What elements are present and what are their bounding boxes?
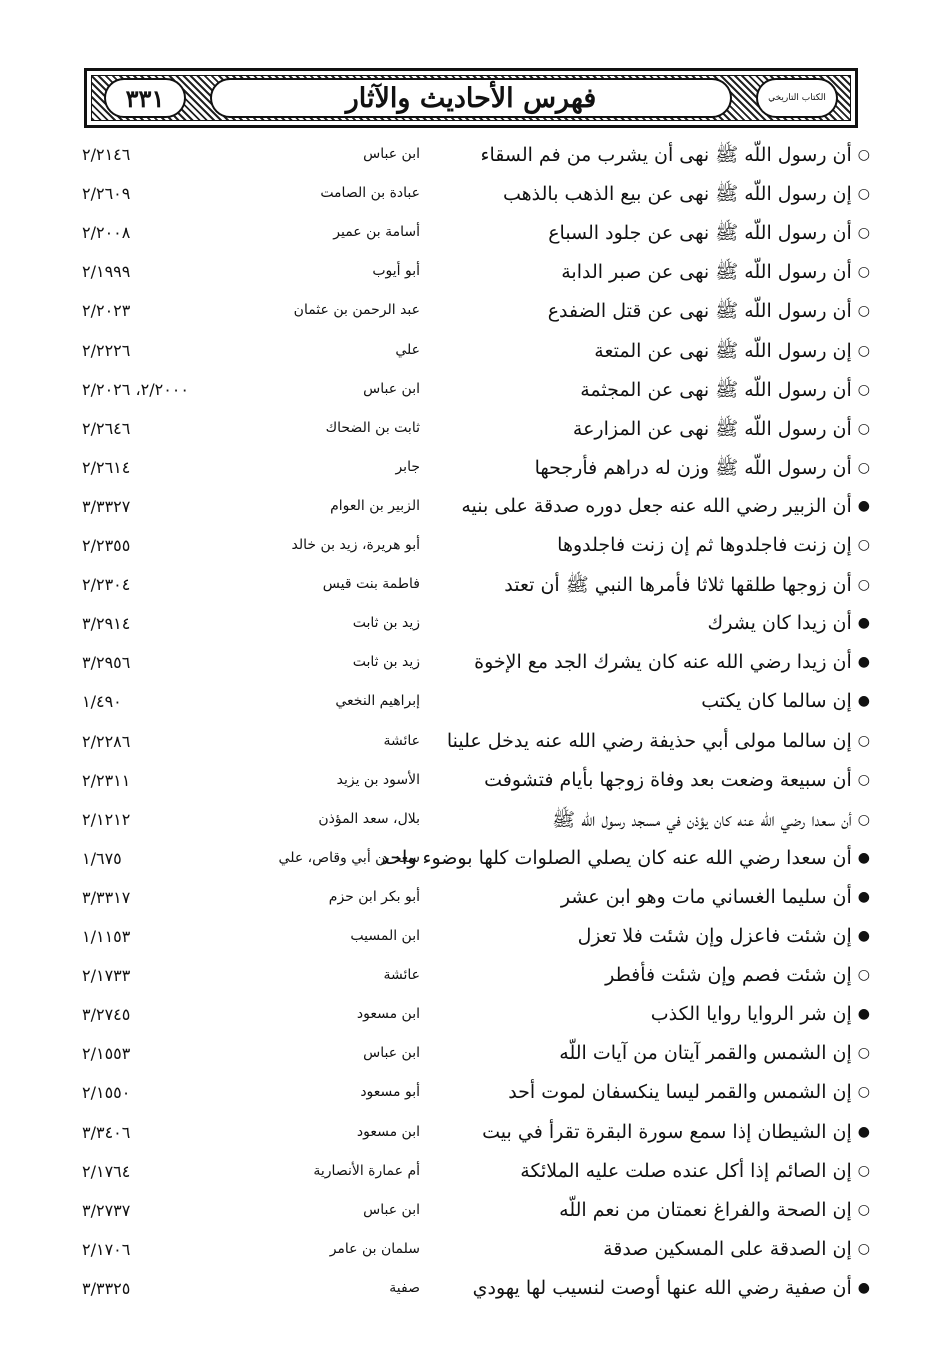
hadith-text-content: أن سعدا رضي الله عنه كان يصلي الصلوات كلها بوضوء واحد: [380, 846, 852, 869]
index-entry: [70, 964, 870, 1003]
hadith-text: [450, 573, 870, 601]
reference-number: ٢/١٥٥٣: [82, 1044, 131, 1064]
reference-number: ٣/٣٣٢٧: [82, 496, 131, 516]
hadith-text-content: أن رسول اللّه ﷺ نهى عن المجثمة: [580, 378, 852, 401]
reference-number: ٢/١٥٥٠: [82, 1083, 131, 1103]
index-entry: [70, 690, 870, 729]
hadith-text: [450, 495, 870, 517]
narrator-name: عبادة بن الصامت: [320, 185, 420, 202]
hadith-text: [450, 1121, 870, 1143]
hadith-text-content: أن رسول اللّه ﷺ نهى عن صبر الدابة: [561, 261, 852, 284]
index-entry: [70, 847, 870, 886]
narrator-name: أبو أيوب: [372, 263, 420, 280]
hadith-text: [450, 886, 870, 908]
filled-bullet-icon: ●: [857, 1006, 870, 1023]
filled-bullet-icon: ●: [857, 1123, 870, 1140]
index-entry: [70, 651, 870, 690]
hadith-text-content: إن الصائم إذا أكل عنده صلت عليه الملائكة: [520, 1159, 852, 1182]
hadith-text-content: أن صفية رضي الله عنها أوصت لنسيب لها يهودي: [472, 1276, 852, 1299]
narrator-name: أم عمارة الأنصارية: [313, 1162, 420, 1179]
index-entry: [70, 378, 870, 417]
narrator-name: الأسود بن يزيد: [336, 771, 420, 788]
hadith-text: [450, 1081, 870, 1103]
hadith-text: [450, 456, 870, 484]
hadith-text: [446, 729, 870, 752]
hollow-bullet-icon: ○: [857, 1162, 870, 1179]
index-entry: [70, 1081, 870, 1120]
hadith-text: [450, 534, 870, 556]
page-number: ٣٣١: [125, 83, 165, 113]
reference-number: ٢/٢٣٠٤: [82, 575, 131, 595]
hadith-text-content: إن سالما مولى أبي حذيفة رضي الله عنه يدخل علينا: [446, 729, 852, 752]
reference-number: ٢/١٢١٢: [82, 809, 131, 829]
narrator-name: سلمان بن عامر: [329, 1240, 420, 1257]
hadith-text-content: أن رسول اللّه ﷺ وزن له دراهم فأرجحها: [534, 456, 852, 479]
hadith-text-content: إن الشمس والقمر ليسا ينكسفان لموت أحد: [508, 1081, 852, 1104]
filled-bullet-icon: ●: [857, 615, 870, 632]
reference-number: ٣/٢٩٥٦: [82, 653, 131, 673]
hollow-bullet-icon: ○: [857, 732, 870, 749]
index-entry: [70, 1238, 870, 1277]
hollow-bullet-icon: ○: [857, 811, 870, 828]
hadith-text-content: إن الشيطان إذا سمع سورة البقرة تقرأ في بيت: [482, 1120, 852, 1143]
publisher-seal: [756, 78, 838, 118]
hadith-text-content: أن رسول اللّه ﷺ نهى عن المزارعة: [572, 417, 852, 440]
hadith-text: [450, 260, 870, 288]
narrator-name: سعد بن أبي وقاص، علي: [278, 849, 420, 866]
reference-number: ٢/٢٦٠٩: [82, 184, 131, 204]
hollow-bullet-icon: ○: [857, 147, 870, 163]
hadith-text-content: أن رسول اللّه ﷺ نهى أن يشرب من فم السقاء: [480, 144, 852, 166]
hadith-text: [450, 1160, 870, 1182]
reference-number: ٢/٢٢٨٦: [82, 731, 131, 751]
filled-bullet-icon: ●: [857, 1279, 870, 1296]
hadith-text: [450, 339, 870, 367]
narrator-name: ابن مسعود: [356, 1123, 420, 1140]
hadith-text-content: أن سعدا رضي الله عنه كان يؤذن في مسجد رسول اللّه ﷺ: [552, 808, 852, 831]
index-entry: [70, 456, 870, 495]
narrator-name: جابر: [395, 458, 420, 475]
hadith-text: [450, 182, 870, 210]
hadith-text: [450, 378, 870, 406]
index-entry: [70, 182, 870, 221]
hadith-text: [450, 651, 870, 673]
filled-bullet-icon: ●: [857, 849, 870, 866]
reference-number: ٢/٢١٤٦: [82, 145, 131, 164]
index-entry: [70, 1277, 870, 1316]
reference-number: ١/١١٥٣: [82, 927, 131, 946]
narrator-name: ابن عباس: [363, 1045, 420, 1062]
narrator-name: إبراهيم النخعي: [335, 693, 420, 710]
hadith-text-content: إن الشمس والقمر آيتان من آيات اللّه: [559, 1042, 852, 1065]
hadith-text: [450, 1238, 870, 1260]
hadith-text: [450, 299, 870, 327]
narrator-name: عبد الرحمن بن عثمان: [293, 302, 420, 319]
index-entry: [70, 260, 870, 299]
narrator-name: زيد بن ثابت: [352, 654, 420, 671]
hadith-text-content: إن شئت فاعزل وإن شئت فلا تعزل: [577, 925, 852, 947]
narrator-name: ابن عباس: [363, 380, 420, 397]
index-entry: [70, 808, 870, 847]
hollow-bullet-icon: ○: [857, 577, 870, 594]
narrator-name: عائشة: [383, 732, 420, 749]
header-ornament-band: [91, 75, 851, 121]
index-entry: [70, 299, 870, 338]
filled-bullet-icon: ●: [857, 654, 870, 671]
hollow-bullet-icon: ○: [857, 342, 870, 359]
hadith-text-content: أن سليما الغساني مات وهو ابن عشر: [560, 885, 852, 908]
hadith-text-content: أن رسول اللّه ﷺ نهى عن جلود السباع: [548, 222, 852, 245]
reference-number: ٢/٢٠٠٨: [82, 223, 131, 243]
hollow-bullet-icon: ○: [857, 1045, 870, 1062]
hollow-bullet-icon: ○: [857, 771, 870, 788]
narrator-name: أبو بكر ابن حزم: [328, 888, 420, 905]
hollow-bullet-icon: ○: [857, 225, 870, 242]
index-entry: [70, 143, 870, 182]
reference-number: ٢/٢٢٢٦: [82, 340, 131, 360]
reference-number: ٢/١٩٩٩: [82, 262, 131, 282]
hadith-text-content: إن سالما كان يكتب: [701, 690, 852, 713]
hadith-text-content: أن زيدا رضي الله عنه كان يشرك الجد مع الإخوة: [474, 651, 852, 674]
narrator-name: عائشة: [383, 967, 420, 984]
narrator-name: علي: [395, 341, 420, 358]
hadith-text-content: إن شئت فصم وإن شئت فأفطر: [605, 964, 852, 987]
reference-number: ٣/٢٧٤٥: [82, 1005, 131, 1025]
hadith-text-content: أن زيدا كان يشرك: [707, 612, 852, 635]
hollow-bullet-icon: ○: [857, 967, 870, 984]
index-entry: [70, 925, 870, 964]
reference-number: ٣/٣٣٢٥: [82, 1278, 131, 1298]
hadith-text: [450, 808, 870, 836]
hadith-text-content: إن الصدقة على المسكين صدقة: [603, 1237, 852, 1260]
page-title: فهرس الأحاديث والآثار: [345, 82, 597, 114]
narrator-name: ابن عباس: [363, 146, 420, 162]
hollow-bullet-icon: ○: [857, 381, 870, 398]
hadith-text-content: أن زوجها طلقها ثلاثا فأمرها النبي ﷺ أن تعتد: [504, 574, 852, 597]
reference-number: ٣/٣٣١٧: [82, 887, 131, 907]
hollow-bullet-icon: ○: [857, 1240, 870, 1257]
narrator-name: أسامة بن عمير: [333, 224, 420, 241]
hadith-text-content: إن رسول اللّه ﷺ نهى عن بيع الذهب بالذهب: [502, 183, 852, 206]
index-entry: [70, 495, 870, 534]
hollow-bullet-icon: ○: [857, 1084, 870, 1101]
filled-bullet-icon: ●: [857, 693, 870, 710]
hadith-text-content: إن شر الروايا روايا الكذب: [650, 1003, 852, 1026]
hadith-text: [450, 1277, 870, 1299]
hadith-text: [450, 1199, 870, 1221]
index-entry: [70, 221, 870, 260]
filled-bullet-icon: ●: [857, 888, 870, 905]
reference-number: ٢/٢٣٥٥: [82, 536, 131, 555]
narrator-name: ابن مسعود: [356, 1006, 420, 1023]
hadith-text: [450, 1003, 870, 1025]
page-header: [84, 68, 858, 128]
reference-number: ٢/٢٦١٤: [82, 457, 131, 477]
reference-number: ١/٤٩٠: [82, 692, 122, 712]
hadith-text-content: أن الزبير رضي الله عنه جعل دوره صدقة على بنيه: [461, 494, 852, 517]
index-entry: [70, 339, 870, 378]
reference-number: ١/٦٧٥: [82, 848, 122, 868]
hadith-text: [450, 612, 870, 634]
index-entry: [70, 1121, 870, 1160]
reference-number: ٣/٢٩١٤: [82, 614, 131, 634]
reference-number: ٢/١٧٠٦: [82, 1239, 131, 1259]
hadith-text: [450, 964, 870, 986]
narrator-name: زيد بن ثابت: [352, 615, 420, 632]
hadith-text: [450, 417, 870, 445]
hollow-bullet-icon: ○: [857, 459, 870, 476]
hollow-bullet-icon: ○: [857, 303, 870, 320]
hollow-bullet-icon: ○: [857, 186, 870, 203]
reference-number: ٢/١٧٦٤: [82, 1161, 131, 1181]
index-entry: [70, 769, 870, 808]
hollow-bullet-icon: ○: [857, 420, 870, 437]
hadith-text: [450, 925, 870, 947]
hadith-text-content: أن سبيعة وضعت بعد وفاة زوجها بأيام فتشوفت: [484, 768, 852, 791]
index-entry: [70, 573, 870, 612]
narrator-name: بلال، سعد المؤذن: [318, 810, 420, 827]
index-entry: [70, 612, 870, 651]
narrator-name: فاطمة بنت قيس: [322, 576, 420, 593]
hadith-text: [450, 221, 870, 249]
narrator-name: ثابت بن الضحاك: [325, 419, 420, 436]
reference-number: ٢/٢٠٢٣: [82, 301, 131, 321]
reference-number: ٣/٢٧٣٧: [82, 1200, 131, 1220]
hadith-text: [450, 1042, 870, 1064]
reference-number: ٢/٢٠٠٠، ٢/٢٠٢٦: [82, 379, 189, 399]
narrator-name: ابن عباس: [363, 1201, 420, 1218]
narrator-name: أبو هريرة، زيد بن خالد: [291, 537, 420, 553]
narrator-name: الزبير بن العوام: [330, 497, 420, 514]
filled-bullet-icon: ●: [857, 928, 870, 944]
hadith-text: [450, 769, 870, 791]
hadith-text: [380, 846, 870, 869]
narrator-name: ابن المسيب: [350, 928, 420, 944]
reference-number: ٢/١٧٣٣: [82, 966, 131, 986]
index-entry: [70, 1160, 870, 1199]
narrator-name: صفية: [389, 1279, 420, 1296]
title-cartouche: [210, 78, 732, 118]
hadith-text-content: أن رسول اللّه ﷺ نهى عن قتل الضفدع: [547, 300, 852, 323]
hollow-bullet-icon: ○: [857, 1201, 870, 1218]
narrator-name: أبو مسعود: [360, 1084, 420, 1101]
index-entry: [70, 730, 870, 769]
page-number-badge: [104, 78, 186, 118]
index-entry: [70, 1199, 870, 1238]
hollow-bullet-icon: ○: [857, 264, 870, 281]
index-entry: [70, 417, 870, 456]
hadith-text-content: إن رسول اللّه ﷺ نهى عن المتعة: [594, 339, 852, 362]
index-entry: [70, 1042, 870, 1081]
hadith-text: [450, 690, 870, 712]
hadith-text-content: إن الصحة والفراغ نعمتان من نعم اللّه: [559, 1198, 852, 1221]
hadith-text-content: إن زنت فاجلدوها ثم إن زنت فاجلدوها: [557, 534, 852, 556]
reference-number: ٣/٣٤٠٦: [82, 1122, 131, 1142]
hollow-bullet-icon: ○: [857, 537, 870, 553]
seal-text: الكتاب التاريخي: [768, 92, 826, 103]
hadith-text: [450, 143, 870, 171]
index-entry: [70, 534, 870, 573]
reference-number: ٢/٢٦٤٦: [82, 418, 131, 438]
reference-number: ٢/٢٣١١: [82, 770, 131, 790]
index-entry: [70, 886, 870, 925]
filled-bullet-icon: ●: [857, 497, 870, 514]
index-entry: [70, 1003, 870, 1042]
